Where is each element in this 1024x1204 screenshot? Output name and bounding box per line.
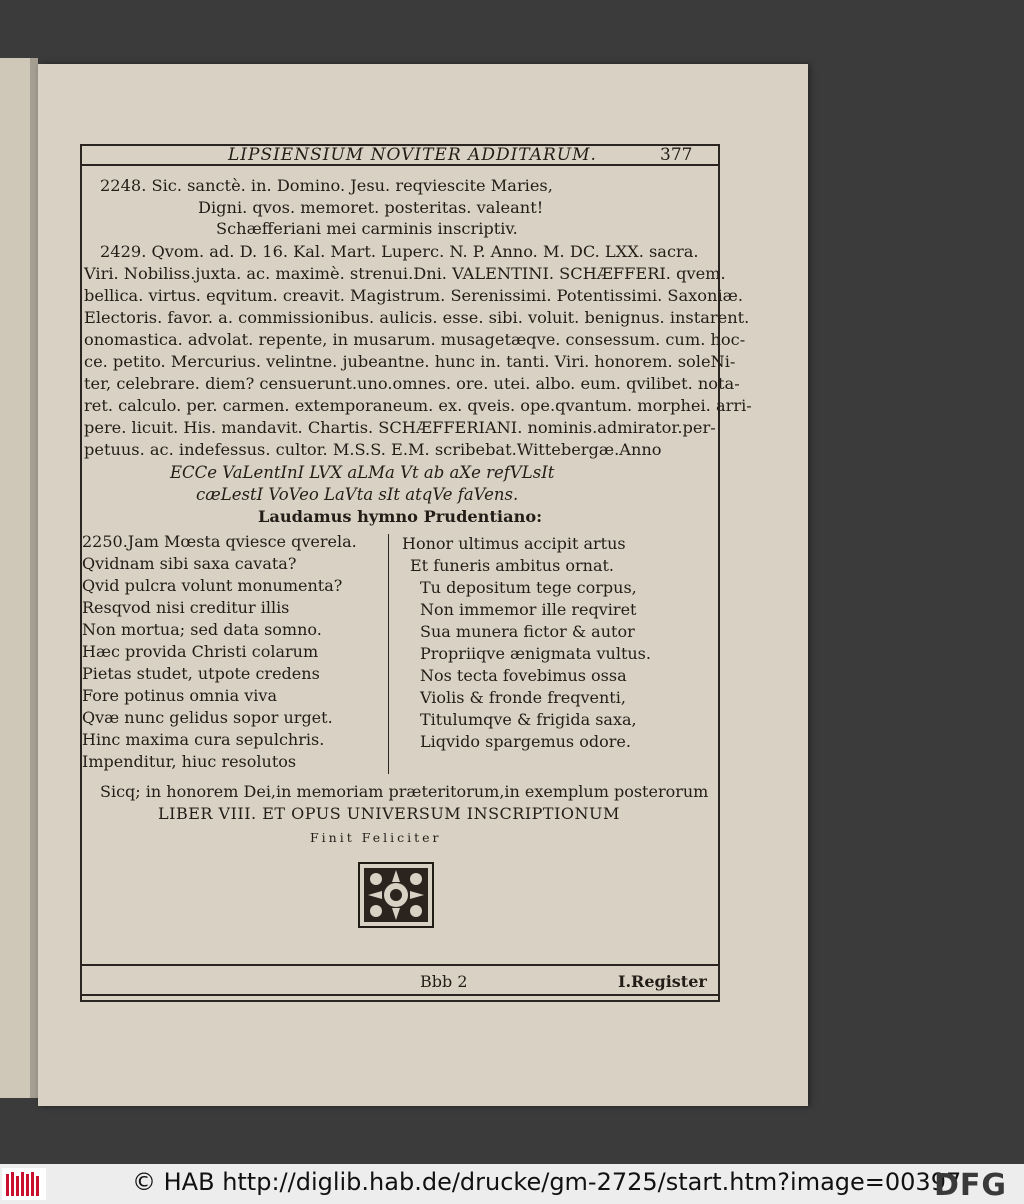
text-line: 2248. Sic. sanctè. in. Domino. Jesu. reqviescite Maries,	[100, 176, 553, 195]
running-head: LIPSIENSIUM NOVITER ADDITARUM.	[228, 145, 597, 165]
text-line: bellica. virtus. eqvitum. creavit. Magistrum. Serenissimi. Potentissimi. Saxoniæ.	[84, 286, 743, 305]
text-line: Digni. qvos. memoret. posteritas. valeant!	[198, 198, 544, 217]
colophon-finit: Finit Feliciter	[310, 830, 442, 845]
page-gutter	[30, 58, 38, 1098]
copyright-url[interactable]: © HAB http://diglib.hab.de/drucke/gm-2725/start.htm?image=00397	[132, 1168, 962, 1196]
colophon-title: LIBER VIII. ET OPUS UNIVERSUM INSCRIPTIONUM	[158, 804, 620, 823]
verse-right: Titulumqve & frigida saxa,	[420, 710, 637, 729]
verse-left: Pietas studet, utpote credens	[82, 664, 320, 683]
text-line: 2429. Qvom. ad. D. 16. Kal. Mart. Luperc. N. P. Anno. M. DC. LXX. sacra.	[100, 242, 699, 261]
text-line: ret. calculo. per. carmen. extemporaneum. ex. qveis. ope.qvantum. morphei. arri-	[84, 396, 752, 415]
text-line: pere. licuit. His. mandavit. Chartis. SCHÆFFERIANI. nominis.admirator.per-	[84, 418, 716, 437]
verse-left: Hæc provida Christi colarum	[82, 642, 319, 661]
text-line: Viri. Nobiliss.juxta. ac. maximè. strenui.Dni. VALENTINI. SCHÆFFERI. qvem.	[84, 264, 726, 283]
text-line: ter, celebrare. diem? censuerunt.uno.omnes. ore. utei. albo. eum. qvilibet. nota-	[84, 374, 740, 393]
verse-right: Liqvido spargemus odore.	[420, 732, 631, 751]
verse-right: Nos tecta fovebimus ossa	[420, 666, 627, 685]
page-number: 377	[660, 145, 693, 165]
book-page	[38, 64, 808, 1106]
signature-mark: Bbb 2	[420, 972, 468, 991]
verse-left: Qvæ nunc gelidus sopor urget.	[82, 708, 333, 727]
verse-left: Fore potinus omnia viva	[82, 686, 277, 705]
text-line: onomastica. advolat. repente, in musarum. musagetæqve. consessum. cum. hoc-	[84, 330, 746, 349]
verse-right: Sua munera fictor & autor	[420, 622, 635, 641]
verse-right: Violis & fronde freqventi,	[420, 688, 626, 707]
text-line: Schæfferiani mei carminis inscriptiv.	[216, 219, 518, 238]
text-line: Electoris. favor. a. commissionibus. aulicis. esse. sibi. voluit. benignus. instarent.	[84, 308, 750, 327]
footer-rule	[80, 964, 720, 966]
verse-left: Non mortua; sed data somno.	[82, 620, 322, 639]
verse-left: Qvidnam sibi saxa cavata?	[82, 554, 297, 573]
footer-bar	[0, 1164, 1024, 1204]
verse-right: Honor ultimus accipit artus	[402, 534, 626, 553]
dfg-logo: DFG	[934, 1168, 1008, 1203]
column-divider	[388, 534, 389, 774]
chronogram-line: ECCe VaLentInI LVX aLMa Vt ab aXe refVLsIt	[170, 463, 555, 482]
hymn-intro: Laudamus hymno Prudentiano:	[258, 507, 543, 526]
verse-left: Qvid pulcra volunt monumenta?	[82, 576, 343, 595]
verse-right: Non immemor ille reqviret	[420, 600, 637, 619]
verse-right: Et funeris ambitus ornat.	[410, 556, 614, 575]
verse-left: Hinc maxima cura sepulchris.	[82, 730, 325, 749]
verse-right: Propriiqve ænigmata vultus.	[420, 644, 651, 663]
bottom-rule	[80, 994, 720, 996]
hab-logo-icon	[2, 1168, 46, 1200]
printers-ornament	[358, 862, 434, 928]
verse-left: 2250.Jam Mœsta qviesce qverela.	[82, 532, 357, 551]
verse-left: Impenditur, hiuc resolutos	[82, 752, 297, 771]
catchword: I.Register	[618, 972, 707, 991]
colophon-line: Sicq; in honorem Dei,in memoriam præteritorum,in exemplum posterorum	[100, 782, 709, 801]
text-line: petuus. ac. indefessus. cultor. M.S.S. E.M. scribebat.Wittebergæ.Anno	[84, 440, 662, 459]
verse-right: Tu depositum tege corpus,	[420, 578, 637, 597]
chronogram-line: cæLestI VoVeo LaVta sIt atqVe faVens.	[196, 485, 519, 504]
verse-left: Resqvod nisi creditur illis	[82, 598, 290, 617]
text-line: ce. petito. Mercurius. velintne. jubeantne. hunc in. tanti. Viri. honorem. soleNi-	[84, 352, 736, 371]
